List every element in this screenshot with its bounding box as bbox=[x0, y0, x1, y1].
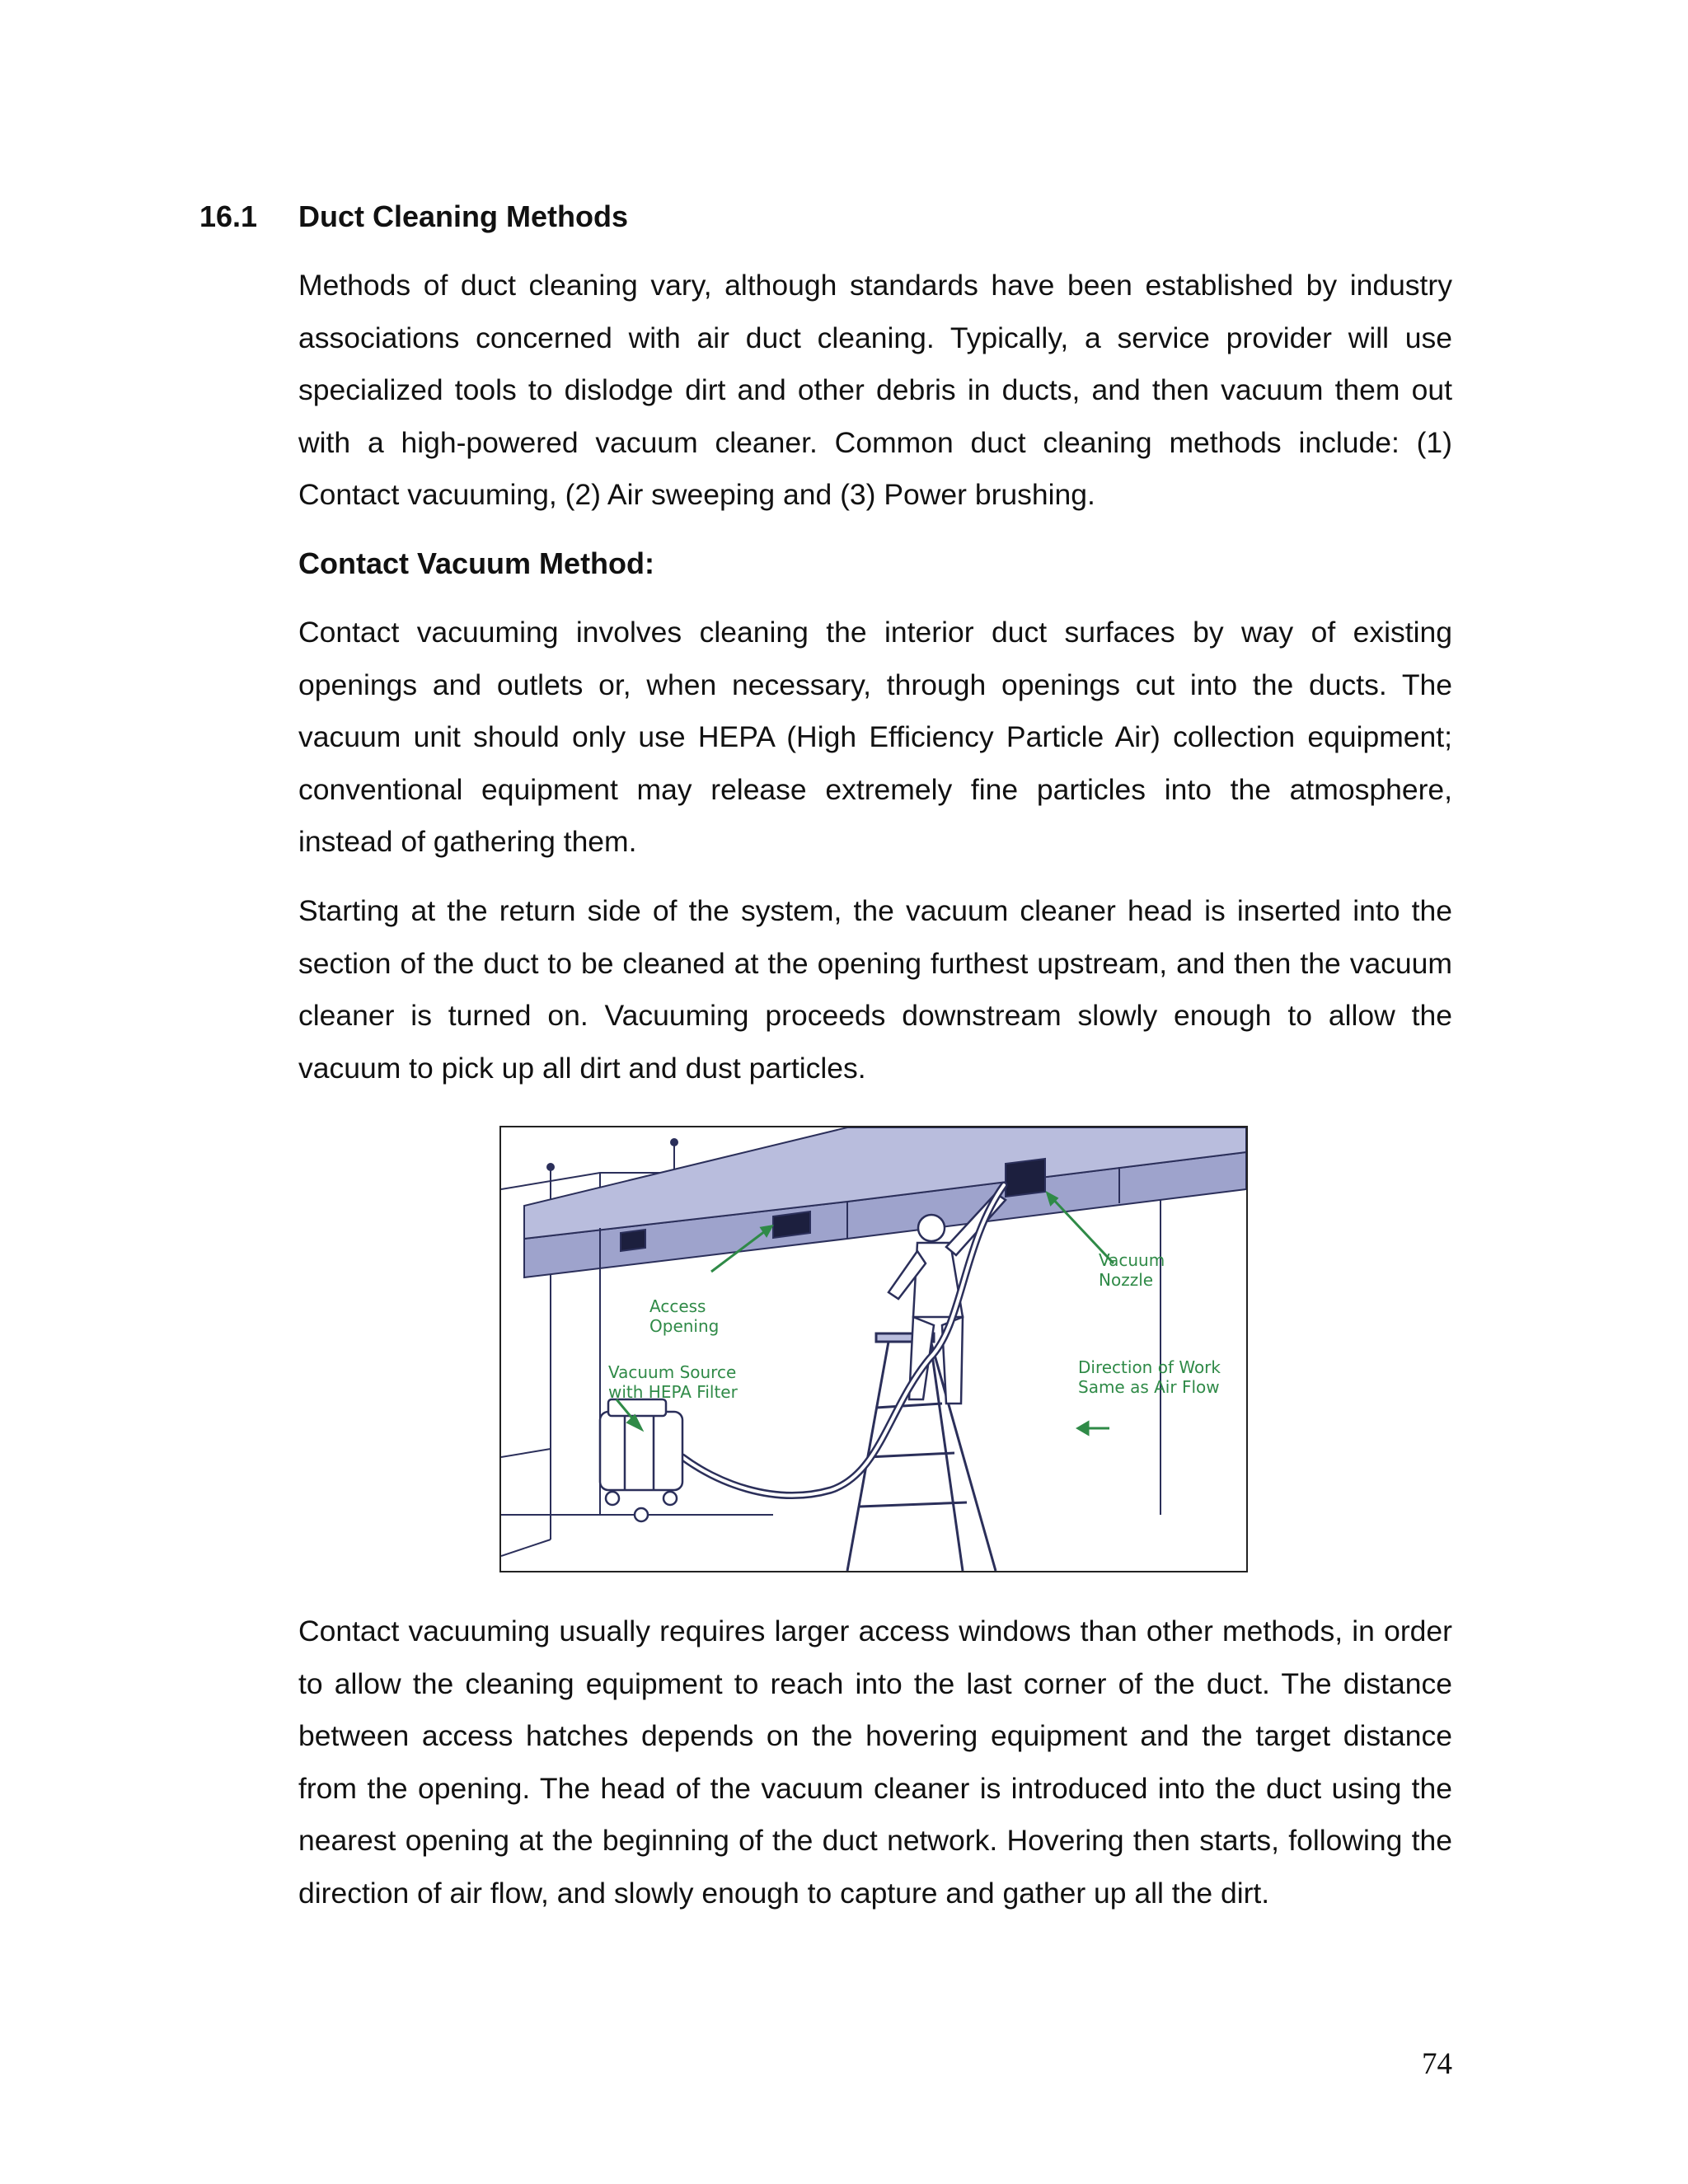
duct-cleaning-illustration bbox=[499, 1126, 1248, 1572]
label-access: Access bbox=[649, 1296, 706, 1316]
label-direction-2: Same as Air Flow bbox=[1078, 1377, 1220, 1397]
label-nozzle-2: Nozzle bbox=[1099, 1270, 1154, 1290]
label-access-2: Opening bbox=[649, 1316, 720, 1336]
page-number: 74 bbox=[1422, 2047, 1452, 2081]
label-direction: Direction of Work bbox=[1078, 1357, 1221, 1377]
label-nozzle: Vacuum bbox=[1099, 1250, 1165, 1270]
contact-paragraph-2: Starting at the return side of the system, the vacuum cleaner head is inserted into the section of the duct to be cleaned at the opening furthest upstream, and then the vacuum cleaner is turned on. Vacuuming proceeds downstream slowly enough to allow the vacuum to pick up all dirt and dust particles. bbox=[298, 894, 1452, 1085]
subheading-contact-vacuum: Contact Vacuum Method: bbox=[298, 546, 655, 580]
vacuum-source-unit bbox=[600, 1399, 682, 1521]
section-number: 16.1 bbox=[199, 199, 258, 233]
contact-paragraph-1: Contact vacuuming involves cleaning the interior duct surfaces by way of existing openings and outlets or, when necessary, through openings cut into the ducts. The vacuum unit should only use HEPA (High Efficiency Particle Air) collection equipment; conventional equipment may release extremely fine particles into the atmosphere, instead of gathering them. bbox=[298, 616, 1452, 858]
intro-paragraph: Methods of duct cleaning vary, although standards have been established by industry associations concerned with air duct cleaning. Typically, a service provider will use specialized tools to dislodge dirt and other debris in ducts, and then vacuum them out with a high-powered vacuum cleaner. Common duct cleaning methods include: (1) Contact vacuuming, (2) Air sweeping and (3) Power brushing. bbox=[298, 269, 1452, 511]
label-vacuum-source: Vacuum Source bbox=[608, 1362, 737, 1382]
section-title: Duct Cleaning Methods bbox=[298, 199, 629, 233]
label-vacuum-source-2: with HEPA Filter bbox=[608, 1382, 738, 1402]
contact-paragraph-3: Contact vacuuming usually requires larger access windows than other methods, in order to allow the cleaning equipment to reach into the last corner of the duct. The distance between access hatches depends on the hovering equipment and the target distance from the opening. The head of the vacuum cleaner is introduced into the duct using the nearest opening at the beginning of the duct network. Hovering then starts, following the direction of air flow, and slowly enough to capture and gather up all the dirt. bbox=[298, 1615, 1452, 1910]
